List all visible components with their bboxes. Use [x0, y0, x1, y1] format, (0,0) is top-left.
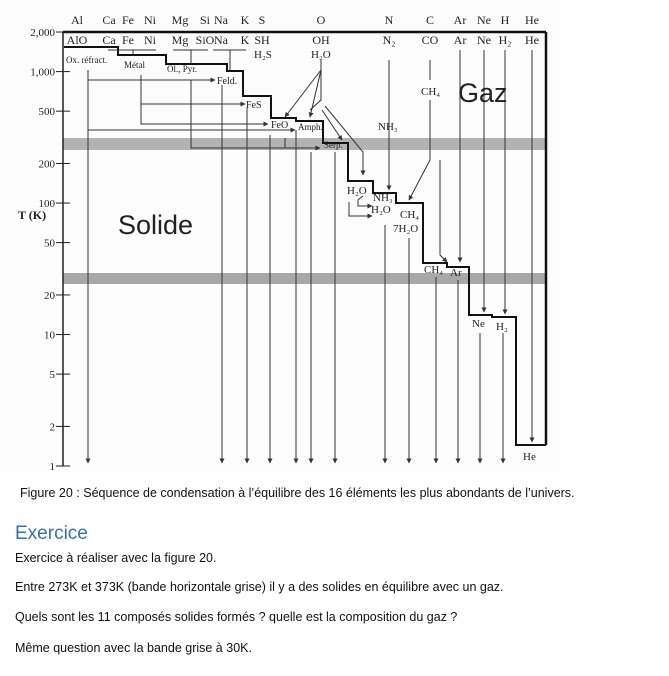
- label-feo: FeO: [271, 120, 289, 131]
- label-fes: FeS: [246, 100, 262, 111]
- gas-species-label: AlO: [66, 33, 88, 47]
- element-label: N: [384, 13, 394, 27]
- gas-species-label: Ar: [453, 33, 467, 47]
- label-h2-ice: H₂: [496, 321, 508, 333]
- label-olivine-pyroxene: Ol., Pyr.: [167, 64, 198, 74]
- element-label: Mg: [171, 13, 189, 27]
- label-amphibole: Amph.: [298, 122, 323, 132]
- y-tick-label: 5: [49, 369, 55, 382]
- y-tick-label: 50: [44, 237, 55, 250]
- y-tick-label: 500: [38, 106, 55, 119]
- gas-species-label: Fe: [122, 33, 134, 47]
- y-tick-label: 2,000: [30, 27, 55, 39]
- y-tick-label: 20: [44, 289, 55, 302]
- label-h2o-hydrate: H₂O: [371, 204, 391, 216]
- solid-region-label: Solide: [118, 210, 194, 240]
- label-h2o-ice: H₂O: [347, 185, 367, 197]
- label-nh3-ice: NH₃: [373, 192, 393, 204]
- gas-species-label: He: [525, 33, 539, 47]
- gas-species-label: Ne: [477, 33, 491, 47]
- label-ar-ice: Ar: [450, 267, 462, 279]
- label-h2o-gas: H₂O: [311, 49, 331, 61]
- y-tick-label: 1,000: [30, 66, 55, 79]
- element-label: Ni: [144, 13, 156, 27]
- label-he-ice: He: [523, 451, 536, 463]
- gas-species-label: OH: [312, 33, 330, 47]
- gas-species-label: Ca: [102, 33, 116, 47]
- element-label: He: [525, 13, 539, 27]
- label-serpentine: Serp.: [324, 140, 343, 150]
- y-tick-label: 2: [49, 421, 55, 434]
- gas-species-label: H₂: [498, 33, 512, 47]
- label-feldspar: Feld.: [217, 76, 238, 87]
- element-label: S: [258, 13, 266, 27]
- figure-caption: Figure 20 : Séquence de condensation à l’équilibre des 16 éléments les plus abondants de l’univers.: [20, 486, 575, 500]
- y-tick-label: 100: [38, 198, 55, 211]
- label-ch4-gas: CH₄: [421, 86, 441, 98]
- label-7h2o: 7H₂O: [393, 223, 419, 235]
- label-h2s: H₂S: [254, 49, 272, 61]
- y-tick-label: 1: [49, 461, 55, 472]
- label-ne-ice: Ne: [472, 318, 485, 330]
- gas-species-label: Na: [214, 33, 228, 47]
- element-label: Al: [71, 13, 83, 27]
- element-label: Si: [199, 13, 211, 27]
- element-label: Ar: [453, 13, 467, 27]
- exercise-heading: Exercice: [15, 523, 88, 544]
- label-ch4-ice: CH₄: [424, 264, 444, 276]
- exercise-line-2: Entre 273K et 373K (bande horizontale grise) il y a des solides en équilibre avec un gaz.: [15, 580, 504, 594]
- label-nh3-gas: NH₃: [378, 121, 398, 133]
- element-label: Ne: [477, 13, 491, 27]
- y-tick-label: 10: [44, 329, 55, 342]
- label-refractory-oxides: Ox. réfract.: [66, 55, 108, 65]
- label-ch4-hydrate: CH₄: [400, 209, 420, 221]
- element-label: Ca: [102, 13, 116, 27]
- exercise-line-3: Quels sont les 11 composés solides formés ? quelle est la composition du gaz ?: [15, 610, 458, 624]
- y-axis-label: T (K): [18, 208, 47, 222]
- gas-species-label: Ni: [144, 33, 156, 47]
- gas-species-label: SiO: [195, 33, 215, 47]
- label-metal: Métal: [124, 60, 145, 70]
- element-label: Fe: [122, 13, 134, 27]
- exercise-line-4: Même question avec la bande grise à 30K.: [15, 641, 252, 655]
- gas-species-label: N₂: [382, 33, 396, 47]
- gas-species-label: K: [240, 33, 250, 47]
- element-label: H: [500, 13, 510, 27]
- gas-species-label: SH: [254, 33, 270, 47]
- element-label: O: [316, 13, 326, 27]
- gas-region-label: Gaz: [458, 78, 508, 108]
- exercise-line-1: Exercice à réaliser avec la figure 20.: [15, 551, 217, 565]
- element-label: C: [425, 13, 435, 27]
- element-label: K: [240, 13, 250, 27]
- gas-species-label: Mg: [171, 33, 189, 47]
- y-tick-label: 200: [38, 158, 55, 171]
- element-label: Na: [214, 13, 228, 27]
- gas-species-label: CO: [421, 33, 439, 47]
- gray-band-30K: [63, 273, 546, 284]
